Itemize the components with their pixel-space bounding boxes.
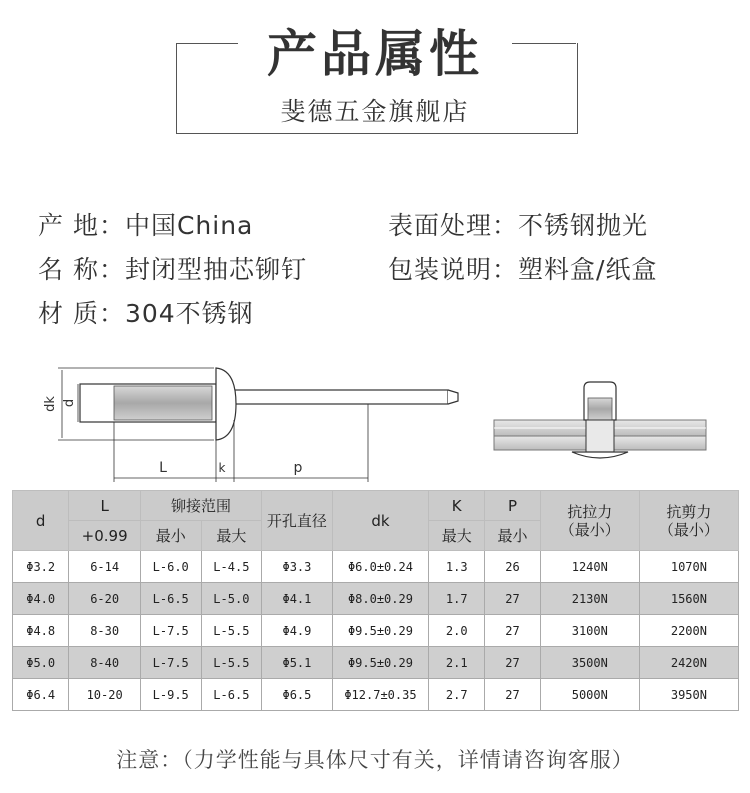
cell-hole: Φ4.1 [262, 583, 332, 615]
cell-L: 6-14 [69, 551, 141, 583]
cell-P: 27 [485, 615, 541, 647]
dim-d-label: d [62, 398, 77, 408]
rivet-drawing [0, 360, 750, 490]
origin-row [38, 206, 253, 242]
table-row [13, 583, 739, 615]
cell-tensile: 5000N [540, 679, 639, 711]
cell-L: 6-20 [69, 583, 141, 615]
col-header-d: d [13, 491, 69, 551]
cell-hole: Φ5.1 [262, 647, 332, 679]
dim-L-label: L [159, 460, 167, 476]
name-value: 封闭型抽芯铆钉 [124, 255, 307, 284]
cell-hole: Φ6.5 [262, 679, 332, 711]
name-label: 名 称： [38, 255, 125, 284]
cell-K: 2.0 [429, 615, 485, 647]
table-row [13, 647, 739, 679]
col-header-L: L [69, 491, 141, 521]
cell-d: Φ6.4 [13, 679, 69, 711]
col-header-K: K [429, 491, 485, 521]
page-title: 产品属性 [267, 25, 483, 83]
col-header-shear: 抗剪力 （最小） [639, 491, 738, 551]
cell-shear: 2420N [639, 647, 738, 679]
cell-min: L-6.5 [140, 583, 201, 615]
cell-dk: Φ6.0±0.24 [332, 551, 429, 583]
cell-dk: Φ9.5±0.29 [332, 615, 429, 647]
cell-K: 1.7 [429, 583, 485, 615]
cell-d: Φ5.0 [13, 647, 69, 679]
spec-table [12, 490, 739, 711]
cell-min: L-7.5 [140, 647, 201, 679]
cell-P: 27 [485, 647, 541, 679]
cell-L: 8-30 [69, 615, 141, 647]
col-header-P: P [485, 491, 541, 521]
cell-d: Φ4.0 [13, 583, 69, 615]
package-label: 包装说明： [388, 255, 519, 284]
cell-P: 27 [485, 583, 541, 615]
cell-dk: Φ12.7±0.35 [332, 679, 429, 711]
cell-max: L-5.0 [201, 583, 262, 615]
cell-K: 1.3 [429, 551, 485, 583]
rivet-side-view [43, 368, 458, 482]
col-header-range: 铆接范围 [140, 491, 261, 521]
cell-tensile: 1240N [540, 551, 639, 583]
cell-hole: Φ3.3 [262, 551, 332, 583]
package-row [388, 250, 657, 286]
material-value: 304不锈钢 [124, 299, 254, 328]
material-row [38, 294, 254, 330]
col-header-P-min: 最小 [485, 521, 541, 551]
cell-d: Φ3.2 [13, 551, 69, 583]
cell-shear: 3950N [639, 679, 738, 711]
dim-dk-label: dk [43, 396, 58, 412]
cell-min: L-6.0 [140, 551, 201, 583]
package-value: 塑料盒/纸盒 [518, 255, 658, 284]
dim-p-label: p [293, 460, 303, 476]
col-header-L-tol: +0.99 [69, 521, 141, 551]
cell-max: L-5.5 [201, 647, 262, 679]
col-header-dk: dk [332, 491, 429, 551]
col-header-range-min: 最小 [140, 521, 201, 551]
cell-min: L-7.5 [140, 615, 201, 647]
cell-K: 2.7 [429, 679, 485, 711]
table-row [13, 679, 739, 711]
cell-dk: Φ9.5±0.29 [332, 647, 429, 679]
col-header-tensile: 抗拉力 （最小） [540, 491, 639, 551]
material-label: 材 质： [38, 299, 125, 328]
cell-min: L-9.5 [140, 679, 201, 711]
cell-shear: 1560N [639, 583, 738, 615]
footer-note: 注意：（力学性能与具体尺寸有关，详情请咨询客服） [116, 748, 634, 772]
cell-L: 8-40 [69, 647, 141, 679]
dim-k-label: k [218, 461, 226, 475]
cell-L: 10-20 [69, 679, 141, 711]
surface-value: 不锈钢抛光 [518, 211, 649, 240]
cell-max: L-4.5 [201, 551, 262, 583]
cell-shear: 1070N [639, 551, 738, 583]
col-header-range-max: 最大 [201, 521, 262, 551]
cell-tensile: 3500N [540, 647, 639, 679]
cell-K: 2.1 [429, 647, 485, 679]
cell-tensile: 3100N [540, 615, 639, 647]
cell-tensile: 2130N [540, 583, 639, 615]
table-row [13, 615, 739, 647]
cell-P: 27 [485, 679, 541, 711]
cell-P: 26 [485, 551, 541, 583]
surface-label: 表面处理： [388, 211, 519, 240]
col-header-K-max: 最大 [429, 521, 485, 551]
cell-max: L-5.5 [201, 615, 262, 647]
origin-label: 产 地： [38, 211, 125, 240]
cell-hole: Φ4.9 [262, 615, 332, 647]
origin-value: 中国China [124, 211, 254, 240]
store-name: 斐德五金旗舰店 [280, 97, 470, 126]
cell-d: Φ4.8 [13, 615, 69, 647]
rivet-installed-view [494, 382, 706, 458]
cell-shear: 2200N [639, 615, 738, 647]
surface-row [388, 206, 648, 242]
table-row [13, 551, 739, 583]
cell-dk: Φ8.0±0.29 [332, 583, 429, 615]
cell-max: L-6.5 [201, 679, 262, 711]
col-header-hole: 开孔直径 [262, 491, 332, 551]
name-row [38, 250, 307, 286]
